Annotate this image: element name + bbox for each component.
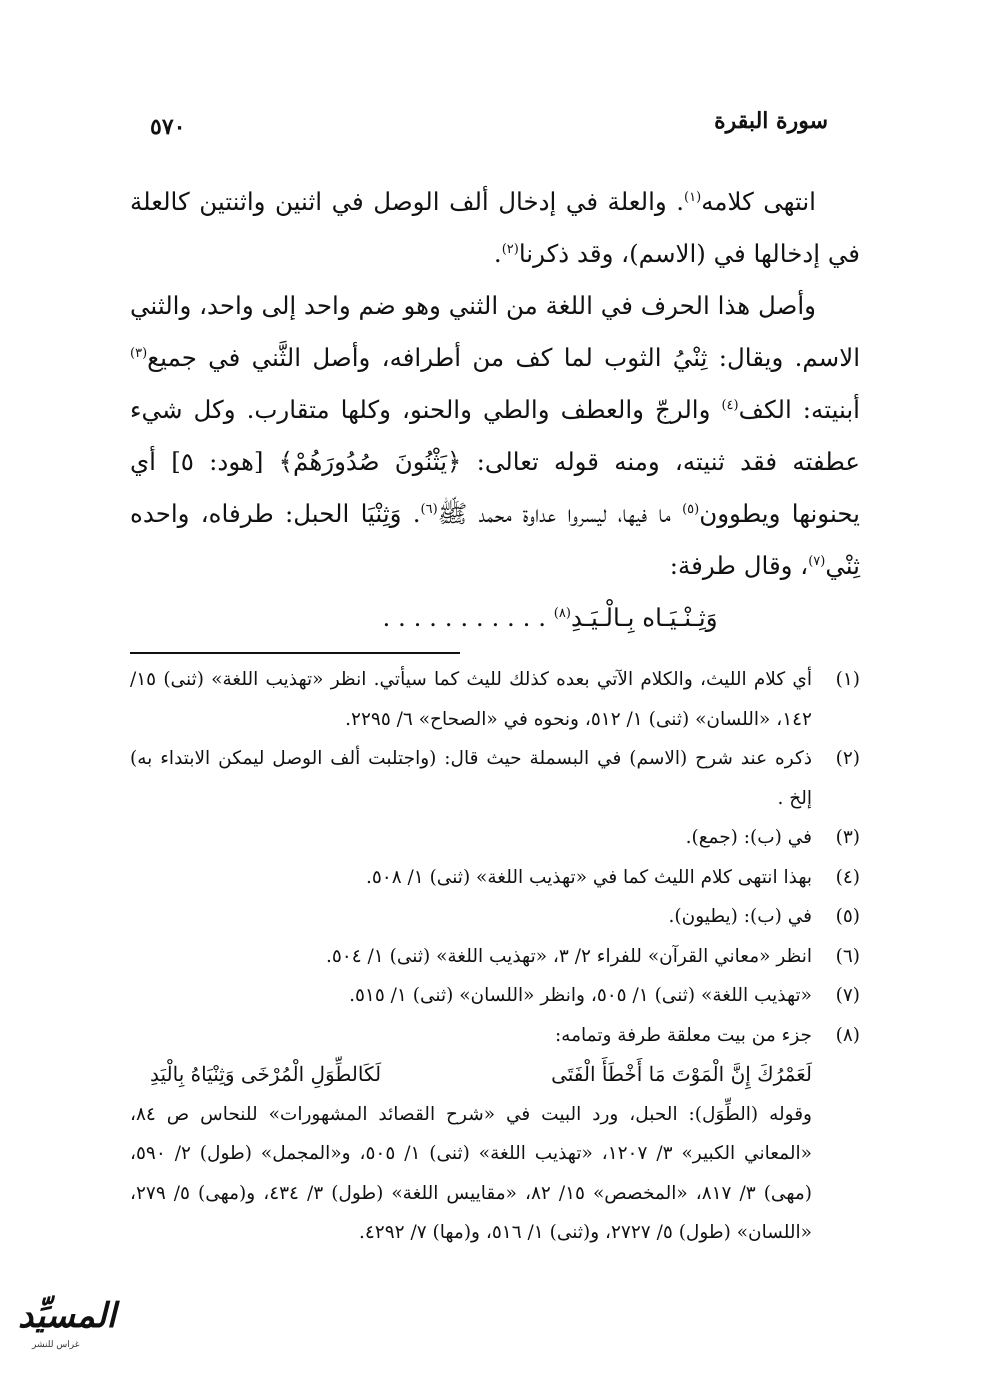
- footnote-ref[interactable]: (٨): [553, 605, 571, 621]
- text-run: ما فيها، ليسروا عداوة محمد ﷺ: [437, 499, 683, 528]
- footnote-8-continuation: وقوله (الطِّوَل): الحبل، ورد البيت في «شرح القصائد المشهورات» للنحاس ص ٨٤، «المعاني الكبير» ٣/ ١٢٠٧، «تهذيب اللغة» (ثنى) ١/ ٥٠٥، و«المجمل» (طول) ٢/ ٥٩٠، (مهى) ٣/ ٨١٧، «المخصص» ١٥/ ٨٢، «مقاييس اللغة» (طول) ٣/ ٤٣٤، و(مهى) ٥/ ٢٧٩، «اللسان» (طول) ٥/ ٢٧٢٧، و(ثنى) ١/ ٥١٦، و(مها) ٧/ ٤٢٩٢.: [130, 1103, 812, 1243]
- footnote-ref[interactable]: (٣): [130, 345, 148, 361]
- footnote-number: (٧): [835, 985, 860, 1006]
- footnote-ref[interactable]: (٤): [721, 397, 739, 413]
- footnote-text: ذكره عند شرح (الاسم) في البسملة حيث قال: (واجتلبت ألف الوصل ليمكن الابتداء به) إلخ .: [130, 748, 812, 809]
- footnote-text: أي كلام الليث، والكلام الآتي بعده كذلك لليث كما سيأتي. انظر «تهذيب اللغة» (ثنى) ١٥/ ١٤٢، «اللسان» (ثنى) ١/ ٥١٢، ونحوه في «الصحاح» ٦/ ٢٢٩٥.: [130, 669, 812, 730]
- ellipsis: . . . . . . . . . . .: [382, 603, 554, 632]
- footnote-ref[interactable]: (٧): [808, 553, 826, 569]
- text-run: . وَثِنْيَا الحبل: طرفاه، واحده ثِنْي: [130, 499, 860, 580]
- text-run: وأصل هذا الحرف في اللغة من الثني وهو ضم واحد إلى واحد، والثني الاسم. ويقال: ثِنْيُ الثوب لما كف من أطرافه، وأصل الثَّني في جميع: [130, 291, 860, 372]
- paragraph-1: [130, 176, 860, 280]
- footnote-ref[interactable]: (٢): [501, 241, 519, 257]
- text-run: ، وقال طرفة:: [669, 551, 809, 580]
- footnote-text: جزء من بيت معلقة طرفة وتمامه:: [554, 1024, 812, 1046]
- text-run: .: [493, 239, 502, 268]
- surah-title: سورة البقرة: [714, 108, 828, 134]
- paragraph-2: [130, 280, 860, 592]
- footnote-divider: [130, 652, 460, 654]
- stamp-subtext: غراس للنشر: [32, 1340, 80, 1350]
- footnote-5: [130, 897, 860, 937]
- footnote-6: [130, 937, 860, 977]
- text-run: انتهى كلامه: [701, 187, 816, 216]
- footnote-ref[interactable]: (٥): [682, 501, 700, 517]
- footnote-1: [130, 660, 860, 739]
- text-run: أبنيته: الكف: [738, 395, 860, 424]
- page-number: ٥٧٠: [150, 114, 186, 140]
- text-run: . والعلة في إدخال ألف الوصل في اثنين واثنتين كالعلة في إدخالها في (الاسم)، وقد ذكرنا: [130, 187, 860, 268]
- footnote-number: (١): [835, 669, 860, 690]
- footnote-text: في (ب): (يطيون).: [668, 906, 812, 927]
- footnote-8: [130, 1016, 860, 1056]
- footnote-number: (٦): [835, 945, 860, 967]
- footnote-text: انظر «معاني القرآن» للفراء ٢/ ٣، «تهذيب اللغة» (ثنى) ١/ ٥٠٤.: [325, 945, 812, 967]
- main-text: [130, 176, 860, 644]
- footnote-number: (٢): [835, 748, 860, 769]
- stamp-word: المسيِّد: [18, 1296, 116, 1336]
- footnote-7: [130, 976, 860, 1016]
- footnote-4: [130, 858, 860, 898]
- verse-text: وَثِـنْـيَـاه بِـالْـيَـدِ: [570, 603, 718, 632]
- poem-second-hemistich: لَكَالطِّوَلِ الْمُرْخَى وَثِنْيَاهُ بِالْيَدِ: [150, 1062, 382, 1086]
- footnote-2: [130, 739, 860, 818]
- footnote-number: (٣): [835, 827, 860, 848]
- footnotes: [130, 660, 860, 1253]
- poem-line: [130, 1055, 860, 1095]
- footnote-3: [130, 818, 860, 858]
- footnote-ref[interactable]: (١): [684, 189, 702, 205]
- poem-first-hemistich: لَعَمْرُكَ إِنَّ الْمَوْتَ مَا أَخْطَأَ الْفَتَى: [551, 1062, 812, 1086]
- footnote-text: بهذا انتهى كلام الليث كما في «تهذيب اللغة» (ثنى) ١/ ٥٠٨.: [365, 866, 812, 888]
- publisher-stamp-logo: [8, 1296, 138, 1358]
- footnote-number: (٤): [835, 866, 860, 888]
- footnote-ref[interactable]: (٦): [420, 501, 438, 517]
- footnote-text: «تهذيب اللغة» (ثنى) ١/ ٥٠٥، وانظر «اللسان» (ثنى) ١/ ٥١٥.: [349, 985, 812, 1006]
- footnote-number: (٨): [835, 1024, 860, 1046]
- footnote-number: (٥): [835, 906, 860, 927]
- text-run: والرجّ والعطف والطي والحنو، وكلها متقارب. وكل شيء عطفته فقد ثنيته، ومنه قوله تعالى: ﴿يَثْنُونَ صُدُورَهُمْ﴾ [هود: ٥] أي يحنونها ويطوون: [130, 395, 860, 528]
- page-header: [150, 108, 828, 148]
- footnote-text: في (ب): (جمع).: [685, 827, 812, 848]
- verse-quote: [130, 592, 860, 644]
